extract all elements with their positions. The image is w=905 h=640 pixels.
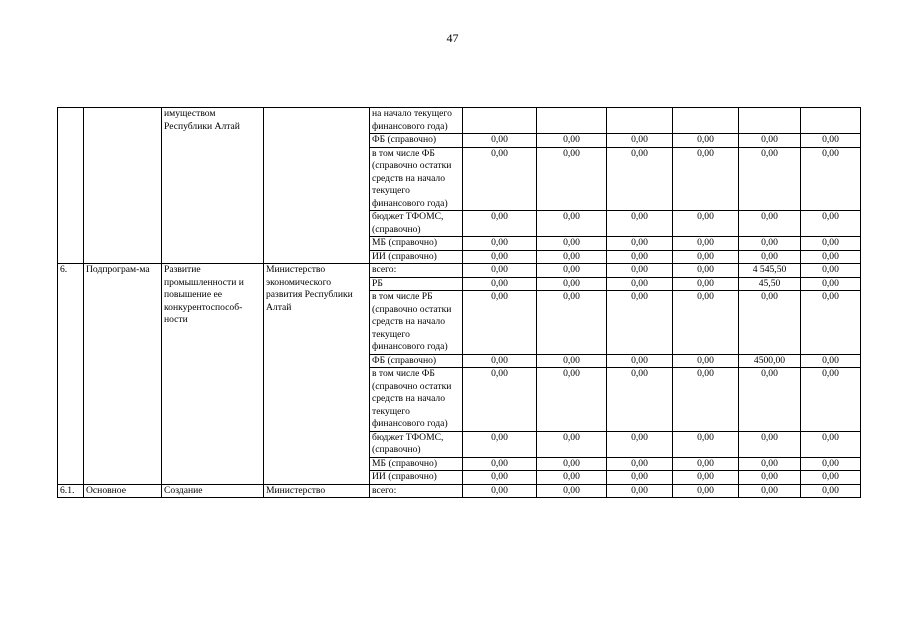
value-cell: 0,00 — [607, 471, 673, 485]
value-cell: 0,00 — [801, 134, 861, 148]
table-row — [58, 108, 861, 134]
value-cell: 0,00 — [463, 147, 537, 211]
value-cell: 0,00 — [607, 354, 673, 368]
value-cell: 0,00 — [801, 277, 861, 291]
value-cell: 0,00 — [801, 431, 861, 457]
source-cell: ИИ (справочно) — [370, 471, 463, 485]
value-cell: 0,00 — [537, 147, 607, 211]
value-cell: 0,00 — [673, 291, 739, 355]
source-cell: РБ — [370, 277, 463, 291]
row-type-cell: Подпрограм-ма — [84, 264, 162, 485]
value-cell: 0,00 — [537, 431, 607, 457]
source-cell: МБ (справочно) — [370, 457, 463, 471]
value-cell: 0,00 — [673, 277, 739, 291]
source-cell: в том числе РБ (справочно остатки средств на начало текущего финансового года) — [370, 291, 463, 355]
value-cell: 4 545,50 — [739, 264, 801, 278]
value-cell: 4500,00 — [739, 354, 801, 368]
value-cell: 0,00 — [463, 431, 537, 457]
value-cell — [801, 108, 861, 134]
value-cell: 0,00 — [607, 431, 673, 457]
value-cell: 0,00 — [537, 471, 607, 485]
source-cell: ФБ (справочно) — [370, 134, 463, 148]
budget-table-body — [58, 108, 861, 498]
value-cell: 0,00 — [739, 471, 801, 485]
row-number-cell: 6.1. — [58, 484, 84, 498]
value-cell — [537, 108, 607, 134]
value-cell: 0,00 — [801, 471, 861, 485]
value-cell: 0,00 — [673, 264, 739, 278]
source-cell: на начало текущего финансового года) — [370, 108, 463, 134]
value-cell: 0,00 — [537, 457, 607, 471]
source-cell: в том числе ФБ (справочно остатки средств на начало текущего финансового года) — [370, 147, 463, 211]
value-cell: 0,00 — [463, 291, 537, 355]
value-cell: 0,00 — [739, 250, 801, 264]
value-cell: 0,00 — [739, 291, 801, 355]
value-cell: 0,00 — [739, 237, 801, 251]
value-cell: 0,00 — [801, 211, 861, 237]
value-cell: 0,00 — [801, 250, 861, 264]
value-cell: 0,00 — [801, 264, 861, 278]
value-cell: 0,00 — [607, 250, 673, 264]
value-cell: 0,00 — [801, 237, 861, 251]
row-name-cell: Создание — [162, 484, 264, 498]
value-cell: 0,00 — [739, 368, 801, 432]
value-cell: 0,00 — [537, 237, 607, 251]
value-cell: 0,00 — [607, 484, 673, 498]
value-cell: 0,00 — [463, 277, 537, 291]
value-cell: 0,00 — [463, 250, 537, 264]
row-type-cell: Основное — [84, 484, 162, 498]
value-cell: 0,00 — [673, 471, 739, 485]
value-cell: 0,00 — [801, 291, 861, 355]
value-cell — [463, 108, 537, 134]
source-cell: всего: — [370, 484, 463, 498]
value-cell: 0,00 — [463, 211, 537, 237]
value-cell: 0,00 — [673, 250, 739, 264]
value-cell: 0,00 — [673, 431, 739, 457]
value-cell: 0,00 — [673, 354, 739, 368]
value-cell: 0,00 — [537, 368, 607, 432]
source-cell: бюджет ТФОМС, (справочно) — [370, 211, 463, 237]
row-executor-cell: Министерство — [264, 484, 370, 498]
value-cell: 0,00 — [801, 484, 861, 498]
value-cell: 0,00 — [673, 368, 739, 432]
value-cell: 0,00 — [673, 484, 739, 498]
value-cell: 0,00 — [463, 134, 537, 148]
row-number-cell — [58, 108, 84, 264]
value-cell: 0,00 — [801, 457, 861, 471]
value-cell: 0,00 — [463, 484, 537, 498]
value-cell: 0,00 — [607, 264, 673, 278]
value-cell: 0,00 — [739, 457, 801, 471]
row-executor-cell: Министерство экономического развития Республики Алтай — [264, 264, 370, 485]
source-cell: всего: — [370, 264, 463, 278]
value-cell: 0,00 — [463, 471, 537, 485]
value-cell: 0,00 — [537, 277, 607, 291]
page-number: 47 — [446, 31, 459, 45]
value-cell: 0,00 — [537, 250, 607, 264]
value-cell: 0,00 — [801, 368, 861, 432]
value-cell: 0,00 — [463, 354, 537, 368]
value-cell: 0,00 — [537, 291, 607, 355]
row-number-cell: 6. — [58, 264, 84, 485]
value-cell — [673, 108, 739, 134]
value-cell: 0,00 — [739, 484, 801, 498]
table-row — [58, 484, 861, 498]
value-cell: 0,00 — [673, 134, 739, 148]
value-cell: 0,00 — [607, 134, 673, 148]
row-type-cell — [84, 108, 162, 264]
value-cell: 0,00 — [607, 277, 673, 291]
value-cell: 0,00 — [801, 147, 861, 211]
source-cell: ИИ (справочно) — [370, 250, 463, 264]
value-cell: 0,00 — [607, 147, 673, 211]
value-cell: 0,00 — [607, 237, 673, 251]
source-cell: МБ (справочно) — [370, 237, 463, 251]
value-cell: 0,00 — [607, 368, 673, 432]
value-cell: 0,00 — [463, 368, 537, 432]
value-cell: 0,00 — [607, 457, 673, 471]
value-cell: 0,00 — [537, 484, 607, 498]
value-cell: 0,00 — [673, 147, 739, 211]
value-cell: 0,00 — [537, 264, 607, 278]
value-cell — [607, 108, 673, 134]
value-cell: 0,00 — [739, 134, 801, 148]
value-cell: 0,00 — [739, 211, 801, 237]
value-cell: 0,00 — [537, 354, 607, 368]
value-cell — [739, 108, 801, 134]
value-cell: 0,00 — [673, 457, 739, 471]
value-cell: 0,00 — [463, 457, 537, 471]
value-cell: 0,00 — [537, 211, 607, 237]
row-executor-cell — [264, 108, 370, 264]
source-cell: бюджет ТФОМС, (справочно) — [370, 431, 463, 457]
row-name-cell: имуществом Республики Алтай — [162, 108, 264, 264]
source-cell: в том числе ФБ (справочно остатки средств на начало текущего финансового года) — [370, 368, 463, 432]
value-cell: 0,00 — [673, 211, 739, 237]
value-cell: 0,00 — [739, 147, 801, 211]
value-cell: 0,00 — [463, 237, 537, 251]
value-cell: 0,00 — [463, 264, 537, 278]
value-cell: 0,00 — [673, 237, 739, 251]
value-cell: 0,00 — [801, 354, 861, 368]
value-cell: 0,00 — [607, 291, 673, 355]
value-cell: 0,00 — [739, 431, 801, 457]
row-name-cell: Развитие промышленности и повышение ее конкурентоспособ-ности — [162, 264, 264, 485]
source-cell: ФБ (справочно) — [370, 354, 463, 368]
value-cell: 45,50 — [739, 277, 801, 291]
table-row — [58, 264, 861, 278]
value-cell: 0,00 — [537, 134, 607, 148]
budget-table — [57, 107, 861, 498]
value-cell: 0,00 — [607, 211, 673, 237]
